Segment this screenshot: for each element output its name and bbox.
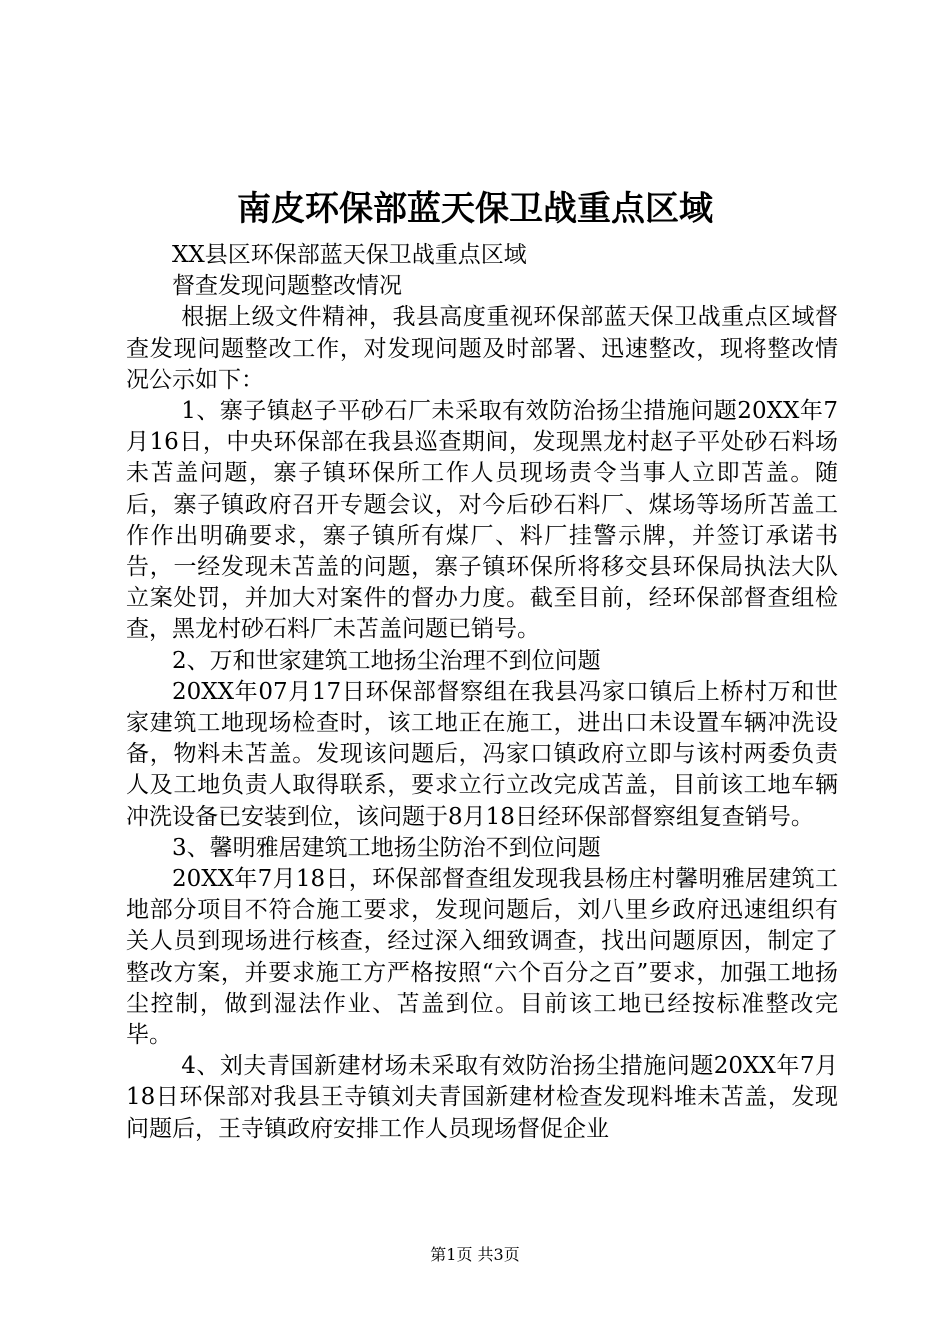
item-1-paragraph: 1、寨子镇赵子平砂石厂未采取有效防治扬尘措施问题20XX年7月16日，中央环保部在我县巡查期间，发现黑龙村赵子平处砂石料场未苫盖问题，寨子镇环保所工作人员现场责令当事人立即苫盖。随后，寨子镇政府召开专题会议，对今后砂石料厂、煤场等场所苫盖工作作出明确要求，寨子镇所有煤厂、料厂挂警示牌，并签订承诺书告，一经发现未苫盖的问题，寨子镇环保所将移交县环保局执法大队立案处罚，并加大对案件的督办力度。截至目前，经环保部督查组检查，黑龙村砂石料厂未苫盖问题已销号。 bbox=[126, 398, 838, 643]
item-2-heading: 2、万和世家建筑工地扬尘治理不到位问题 bbox=[172, 647, 601, 674]
item-4-paragraph: 4、刘夫青国新建材场未采取有效防治扬尘措施问题20XX年7月18日环保部对我县王寺镇刘夫青国新建材检查发现料堆未苫盖，发现问题后，王寺镇政府安排工作人员现场督促企业 bbox=[126, 1053, 838, 1142]
item-2-paragraph: 20XX年07月17日环保部督察组在我县冯家口镇后上桥村万和世家建筑工地现场检查时，该工地正在施工，进出口未设置车辆冲洗设备，物料未苫盖。发现该问题后，冯家口镇政府立即与该村两委负责人及工地负责人取得联系，要求立行立改完成苫盖，目前该工地车辆冲洗设备已安装到位，该问题于8月18日经环保部督察组复查销号。 bbox=[126, 678, 838, 830]
document-title: 南皮环保部蓝天保卫战重点区域 bbox=[237, 189, 713, 229]
intro-paragraph: 根据上级文件精神，我县高度重视环保部蓝天保卫战重点区域督查发现问题整改工作，对发现问题及时部署、迅速整改，现将整改情况公示如下： bbox=[126, 304, 838, 393]
page-footer: 第1页 共3页 bbox=[430, 1245, 520, 1264]
subtitle-line-2: 督查发现问题整改情况 bbox=[172, 273, 402, 300]
item-3-heading: 3、馨明雅居建筑工地扬尘防治不到位问题 bbox=[172, 834, 601, 861]
document-body bbox=[126, 240, 838, 1145]
subtitle-line-1: XX县区环保部蓝天保卫战重点区域 bbox=[172, 242, 527, 268]
item-3-paragraph: 20XX年7月18日，环保部督查组发现我县杨庄村馨明雅居建筑工地部分项目不符合施工要求，发现问题后，刘八里乡政府迅速组织有关人员到现场进行核查，经过深入细致调查，找出问题原因，制定了整改方案，并要求施工方严格按照“六个百分之百”要求，加强工地扬尘控制，做到湿法作业、苫盖到位。目前该工地已经按标准整改完毕。 bbox=[126, 866, 838, 1049]
